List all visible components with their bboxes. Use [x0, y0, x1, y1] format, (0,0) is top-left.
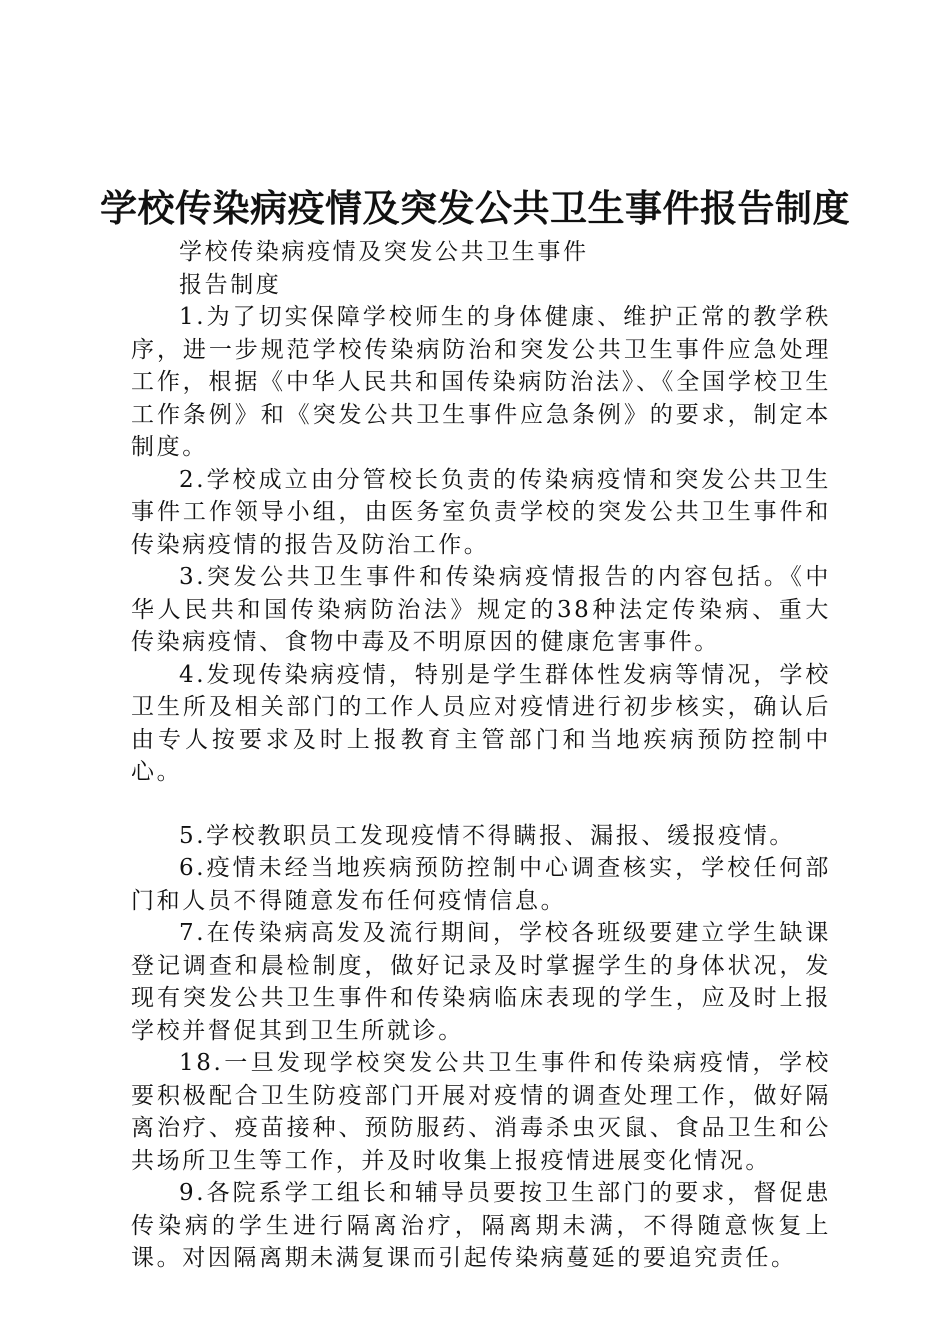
paragraph-7: 7.在传染病高发及流行期间，学校各班级要建立学生缺课登记调查和晨检制度，做好记录及时掌握学生的身体状况，发现有突发公共卫生事件和传染病临床表现的学生，应及时上报学校并督促其到卫生所就诊。 — [131, 920, 831, 1044]
paragraph-1: 1.为了切实保障学校师生的身体健康、维护正常的教学秩序，进一步规范学校传染病防治和突发公共卫生事件应急处理工作，根据《中华人民共和国传染病防治法》、《全国学校卫生工作条例》和《突发公共卫生事件应急条例》的要求，制定本制度。 — [131, 304, 831, 460]
paragraph-5: 5.学校教职员工发现疫情不得瞒报、漏报、缓报疫情。 — [179, 822, 795, 849]
paragraph-6: 6.疫情未经当地疾病预防控制中心调查核实，学校任何部门和人员不得随意发布任何疫情信息。 — [131, 855, 831, 914]
paragraph-4: 4.发现传染病疫情，特别是学生群体性发病等情况，学校卫生所及相关部门的工作人员应对疫情进行初步核实，确认后由专人按要求及时上报教育主管部门和当地疾病预防控制中心。 — [131, 661, 831, 785]
paragraph-2: 2.学校成立由分管校长负责的传染病疫情和突发公共卫生事件工作领导小组，由医务室负责学校的突发公共卫生事件和传染病疫情的报告及防治工作。 — [131, 466, 831, 558]
document-body — [131, 236, 831, 1275]
subtitle-line-2: 报告制度 — [179, 271, 282, 298]
paragraph-3: 3.突发公共卫生事件和传染病疫情报告的内容包括。《中华人民共和国传染病防治法》规定的38种法定传染病、重大传染病疫情、食物中毒及不明原因的健康危害事件。 — [131, 564, 831, 655]
subtitle-line-1: 学校传染病疫情及突发公共卫生事件 — [179, 239, 589, 265]
document-title: 学校传染病疫情及突发公共卫生事件报告制度 — [100, 187, 850, 230]
paragraph-8: 18.一旦发现学校突发公共卫生事件和传染病疫情，学校要积极配合卫生防疫部门开展对疫情的调查处理工作，做好隔离治疗、疫苗接种、预防服药、消毒杀虫灭鼠、食品卫生和公共场所卫生等工作，并及时收集上报疫情进展变化情况。 — [131, 1050, 831, 1174]
paragraph-9: 9.各院系学工组长和辅导员要按卫生部门的要求，督促患传染病的学生进行隔离治疗，隔离期未满，不得随意恢复上课。对因隔离期未满复课而引起传染病蔓延的要追究责任。 — [131, 1180, 831, 1271]
